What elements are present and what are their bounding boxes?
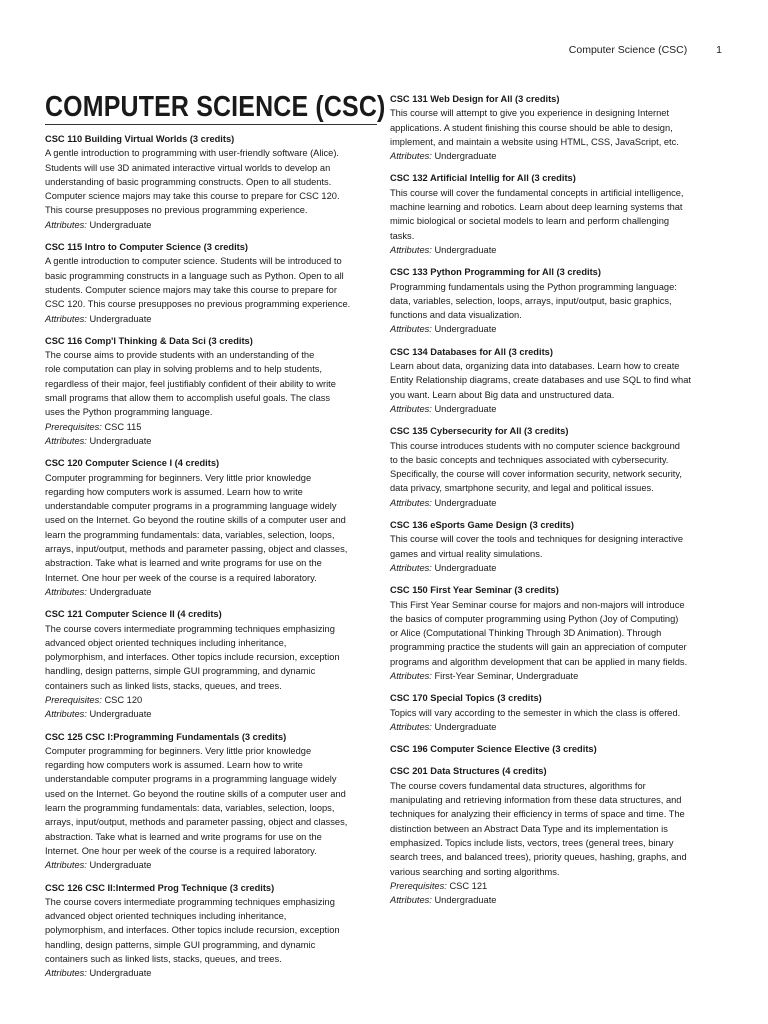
course-entry	[390, 424, 722, 510]
description-line: mimic biological or societal models to learn and perform challenging	[390, 216, 670, 227]
course-title: CSC 121 Computer Science II (4 credits)	[45, 609, 222, 620]
attributes-value: Undergraduate	[434, 403, 497, 414]
course-attributes	[390, 893, 722, 907]
description-line: games and virtual reality simulations.	[390, 548, 543, 559]
title-divider	[45, 124, 377, 125]
course-prerequisites	[45, 693, 377, 707]
description-line: polymorphism, and interfaces. Other topics include recursion, exception	[45, 652, 340, 663]
course-entry	[390, 265, 722, 336]
course-entry	[390, 583, 722, 683]
course-description	[45, 146, 377, 217]
description-line: distinction between an Abstract Data Type and its implementation is	[390, 823, 668, 834]
description-line: used on the Internet. Go beyond the routine skills of a computer user and	[45, 515, 346, 526]
course-attributes	[45, 966, 377, 980]
description-line: uses the Python programming language.	[45, 407, 213, 418]
course-title: CSC 136 eSports Game Design (3 credits)	[390, 520, 574, 531]
course-description	[45, 744, 377, 858]
description-line: Computer programming for beginners. Very little prior knowledge	[45, 745, 312, 756]
course-title: CSC 196 Computer Science Elective (3 credits)	[390, 744, 597, 755]
description-line: tasks.	[390, 230, 415, 241]
description-line: This course introduces students with no computer science background	[390, 440, 680, 451]
course-entry	[45, 240, 377, 326]
description-line: advanced object oriented techniques including inheritance,	[45, 637, 287, 648]
description-line: techniques for analyzing their efficiency in terms of space and time. The	[390, 809, 685, 820]
attributes-value: Undergraduate	[89, 313, 152, 324]
description-line: regarding how computers work is assumed. Learn how to write	[45, 486, 303, 497]
description-line: learn the programming fundamentals: data, variables, selection, loops,	[45, 529, 335, 540]
description-line: data privacy, smartphone security, and legal and political issues.	[390, 483, 654, 494]
course-entry	[45, 607, 377, 721]
course-title: CSC 132 Artificial Intellig for All (3 credits)	[390, 173, 576, 184]
description-line: The course covers intermediate programming techniques emphasizing	[45, 623, 335, 634]
course-entry	[390, 764, 722, 907]
attributes-value: Undergraduate	[434, 721, 497, 732]
description-line: machine learning and robotics. Learn about deep learning systems that	[390, 202, 683, 213]
running-header-title: Computer Science (CSC)	[568, 44, 688, 56]
course-title: CSC 133 Python Programming for All (3 credits)	[390, 267, 601, 278]
description-line: small programs that allow them to accomplish useful goals. The class	[45, 393, 331, 404]
attributes-label: Attributes:	[390, 895, 432, 906]
description-line: polymorphism, and interfaces. Other topics include recursion, exception	[45, 925, 340, 936]
description-line: Topics will vary according to the semester in which the class is offered.	[390, 707, 681, 718]
course-title: CSC 120 Computer Science I (4 credits)	[45, 458, 220, 469]
description-line: regarding how computers work is assumed. Learn how to write	[45, 760, 303, 771]
attributes-label: Attributes:	[45, 219, 87, 230]
course-title: CSC 134 Databases for All (3 credits)	[390, 346, 553, 357]
description-line: or Alice (Computational Thinking Through 3D Animation). Through	[390, 628, 662, 639]
left-column	[45, 91, 386, 989]
attributes-value: Undergraduate	[434, 895, 497, 906]
course-prerequisites	[390, 879, 722, 893]
page-number: 1	[716, 44, 722, 56]
description-line: abstraction. Take what is learned and write programs for use on the	[45, 558, 322, 569]
description-line: The course covers fundamental data structures, algorithms for	[390, 780, 646, 791]
description-line: various searching and sorting algorithms.	[390, 866, 560, 877]
description-line: arrays, input/output, methods and parameter passing, object and classes,	[45, 817, 348, 828]
description-line: A gentle introduction to computer science. Students will be introduced to	[45, 256, 342, 267]
course-attributes	[45, 858, 377, 872]
description-line: students. Computer science majors may take this course to prepare for	[45, 284, 337, 295]
description-line: data, variables, selection, loops, arrays, input/output, basic graphics,	[390, 295, 672, 306]
prerequisites-value: CSC 121	[449, 880, 488, 891]
course-description	[390, 779, 722, 879]
attributes-label: Attributes:	[45, 860, 87, 871]
course-description	[390, 106, 722, 149]
attributes-value: Undergraduate	[434, 562, 497, 573]
course-description	[45, 471, 377, 585]
course-title: CSC 135 Cybersecurity for All (3 credits)	[390, 426, 569, 437]
attributes-value: Undergraduate	[434, 324, 497, 335]
course-description	[390, 532, 722, 561]
description-line: This course presupposes no previous programming experience.	[45, 205, 308, 216]
description-line: handling, design patterns, simple GUI programming, and dynamic	[45, 939, 316, 950]
description-line: manipulating and retrieving information from these data structures, and	[390, 795, 682, 806]
running-header	[569, 44, 722, 56]
attributes-value: Undergraduate	[89, 586, 152, 597]
description-line: The course aims to provide students with an understanding of the	[45, 350, 315, 361]
course-description	[45, 895, 377, 966]
right-column	[390, 92, 722, 915]
course-attributes	[390, 561, 722, 575]
course-entry	[390, 171, 722, 257]
course-title: CSC 201 Data Structures (4 credits)	[390, 766, 547, 777]
description-line: implement, and maintain a website using HTML, CSS, JavaScript, etc.	[390, 136, 679, 147]
description-line: applications. A student finishing this course should be able to design,	[390, 122, 673, 133]
attributes-label: Attributes:	[390, 403, 432, 414]
attributes-label: Attributes:	[390, 151, 432, 162]
description-line: Internet. One hour per week of the course is a required laboratory.	[45, 572, 317, 583]
description-line: advanced object oriented techniques including inheritance,	[45, 911, 287, 922]
course-description	[390, 706, 722, 720]
description-line: understanding of basic programming constructs. Open to all students.	[45, 176, 332, 187]
description-line: Computer programming for beginners. Very little prior knowledge	[45, 472, 312, 483]
prerequisites-value: CSC 115	[104, 421, 142, 432]
attributes-label: Attributes:	[45, 709, 87, 720]
attributes-label: Attributes:	[390, 670, 432, 681]
course-attributes	[390, 669, 722, 683]
course-description	[45, 254, 377, 311]
course-description	[390, 186, 722, 243]
course-entry	[390, 742, 722, 756]
prerequisites-label: Prerequisites:	[390, 880, 447, 891]
description-line: A gentle introduction to programming with user-friendly software (Alice).	[45, 148, 340, 159]
attributes-label: Attributes:	[390, 497, 432, 508]
course-entry	[390, 345, 722, 416]
description-line: This course will attempt to give you experience in designing Internet	[390, 108, 670, 119]
description-line: Entity Relationship diagrams, create databases and use SQL to find what	[390, 375, 691, 386]
description-line: you want. Learn about Big data and unstructured data.	[390, 389, 615, 400]
attributes-value: Undergraduate	[434, 497, 497, 508]
description-line: Programming fundamentals using the Python programming language:	[390, 281, 677, 292]
attributes-value: Undergraduate	[89, 219, 152, 230]
course-description	[45, 348, 377, 419]
description-line: containers such as linked lists, stacks, queues, and trees.	[45, 680, 282, 691]
prerequisites-value: CSC 120	[104, 694, 143, 705]
course-description	[45, 622, 377, 693]
description-line: learn the programming fundamentals: data, variables, selection, loops,	[45, 803, 335, 814]
course-description	[390, 280, 722, 323]
description-line: basic programming constructs in a language such as Python. Open to all	[45, 270, 344, 281]
description-line: This course will cover the tools and techniques for designing interactive	[390, 534, 684, 545]
course-description	[390, 359, 722, 402]
description-line: arrays, input/output, methods and parameter passing, object and classes,	[45, 544, 348, 555]
description-line: functions and data visualization.	[390, 310, 522, 321]
description-line: Students will use 3D animated interactive virtual worlds to develop an	[45, 162, 331, 173]
description-line: regardless of their major, feel justifiably confident of their ability to write	[45, 378, 336, 389]
course-entry	[45, 132, 377, 232]
course-attributes	[45, 434, 377, 448]
course-entry	[45, 456, 377, 599]
course-description	[390, 439, 722, 496]
description-line: Learn about data, organizing data into databases. Learn how to create	[390, 361, 680, 372]
course-attributes	[390, 402, 722, 416]
course-entry	[390, 691, 722, 734]
attributes-label: Attributes:	[45, 968, 87, 979]
description-line: abstraction. Take what is learned and write programs for use on the	[45, 831, 322, 842]
description-line: used on the Internet. Go beyond the routine skills of a computer user and	[45, 788, 346, 799]
attributes-label: Attributes:	[390, 562, 432, 573]
attributes-value: Undergraduate	[89, 709, 152, 720]
prerequisites-label: Prerequisites:	[45, 421, 102, 432]
course-title: CSC 116 Comp'l Thinking & Data Sci (3 credits)	[45, 335, 253, 346]
course-attributes	[45, 585, 377, 599]
description-line: search trees, and balanced trees), priority queues, hashing, graphs, and	[390, 852, 687, 863]
course-attributes	[45, 218, 377, 232]
page-title: COMPUTER SCIENCE (CSC)	[45, 91, 386, 123]
course-entry	[45, 334, 377, 448]
course-title: CSC 110 Building Virtual Worlds (3 credits)	[45, 134, 235, 144]
course-entry	[45, 730, 377, 873]
course-title: CSC 131 Web Design for All (3 credits)	[390, 94, 560, 104]
description-line: This course will cover the fundamental concepts in artificial intelligence,	[390, 187, 684, 198]
description-line: Computer science majors may take this course to prepare for CSC 120.	[45, 191, 340, 202]
attributes-label: Attributes:	[390, 721, 432, 732]
course-title: CSC 150 First Year Seminar (3 credits)	[390, 585, 559, 596]
course-title: CSC 126 CSC II:Intermed Prog Technique (3 credits)	[45, 882, 275, 893]
description-line: understandable computer programs in a programming language widely	[45, 501, 337, 512]
course-attributes	[390, 322, 722, 336]
prerequisites-label: Prerequisites:	[45, 694, 102, 705]
description-line: the basics of computer programming using Python (Joy of Computing)	[390, 613, 679, 624]
description-line: Internet. One hour per week of the course is a required laboratory.	[45, 845, 317, 856]
description-line: understandable computer programs in a programming language widely	[45, 774, 337, 785]
description-line: handling, design patterns, simple GUI programming, and dynamic	[45, 666, 316, 677]
course-attributes	[390, 720, 722, 734]
attributes-label: Attributes:	[45, 435, 87, 446]
description-line: programming practice the students will gain an appreciation of computer	[390, 642, 687, 653]
course-prerequisites	[45, 420, 377, 434]
course-attributes	[45, 707, 377, 721]
description-line: role computation can play in solving problems and to help students,	[45, 364, 323, 375]
attributes-value: Undergraduate	[434, 151, 497, 162]
attributes-value: Undergraduate	[89, 968, 152, 979]
description-line: This First Year Seminar course for majors and non-majors will introduce	[390, 599, 685, 610]
description-line: CSC 120. This course presupposes no previous programming experience.	[45, 299, 351, 310]
course-description	[390, 598, 722, 669]
description-line: Specifically, the course will cover information security, network security,	[390, 469, 682, 480]
course-title: CSC 125 CSC I:Programming Fundamentals (3 credits)	[45, 731, 287, 742]
course-entry	[390, 92, 722, 163]
course-entry	[390, 518, 722, 575]
description-line: containers such as linked lists, stacks, queues, and trees.	[45, 954, 282, 965]
attributes-label: Attributes:	[390, 324, 432, 335]
description-line: to the basic concepts and techniques associated with cybersecurity.	[390, 454, 669, 465]
description-line: emphasized. Topics include lists, vectors, trees (general trees, binary	[390, 837, 674, 848]
attributes-value: First-Year Seminar, Undergraduate	[434, 670, 579, 681]
course-attributes	[45, 312, 377, 326]
description-line: The course covers intermediate programming techniques emphasizing	[45, 896, 335, 907]
attributes-value: Undergraduate	[89, 860, 152, 871]
description-line: programs and algorithm development that can be applied in many fields.	[390, 656, 688, 667]
course-attributes	[390, 496, 722, 510]
attributes-value: Undergraduate	[434, 244, 497, 255]
attributes-label: Attributes:	[45, 586, 87, 597]
course-entry	[45, 881, 377, 981]
course-attributes	[390, 243, 722, 257]
attributes-value: Undergraduate	[89, 435, 152, 446]
course-title: CSC 170 Special Topics (3 credits)	[390, 693, 542, 704]
attributes-label: Attributes:	[390, 244, 432, 255]
course-title: CSC 115 Intro to Computer Science (3 credits)	[45, 242, 249, 253]
attributes-label: Attributes:	[45, 313, 87, 324]
course-attributes	[390, 149, 722, 163]
